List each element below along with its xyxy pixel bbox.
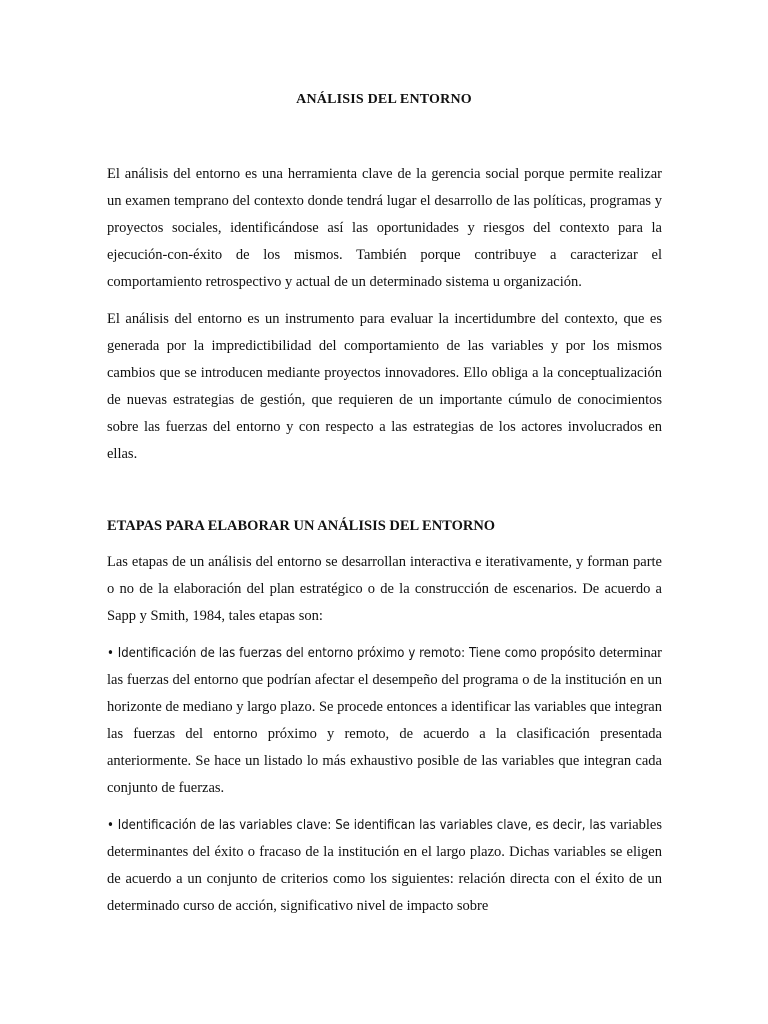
document-title: ANÁLISIS DEL ENTORNO xyxy=(296,92,472,107)
section-heading: ETAPAS PARA ELABORAR UN ANÁLISIS DEL ENTORNO xyxy=(107,518,496,534)
bullet-lead-forces: • Identificación de las fuerzas del entorno próximo y remoto: Tiene como propósito xyxy=(107,646,596,661)
paragraph-uncertainty: El análisis del entorno es un instrumento para evaluar la incertidumbre del contexto, que es generada por la impredictibilidad del comportamiento de las variables y por los mismos cambios que se introducen mediante proyectos innovadores. Ello obliga a la conceptualización de nuevas estrategias de gestión, que requieren de un importante cúmulo de conocimientos sobre las fuerzas del entorno y con respecto a las estrategias de los actores involucrados en ellas. xyxy=(107,311,662,462)
paragraph-intro: El análisis del entorno es una herramienta clave de la gerencia social porque permite realizar un examen temprano del contexto donde tendrá lugar el desarrollo de las políticas, programas y proyectos sociales, identificándose así las oportunidades y riesgos del contexto para la ejecución-con-éxito de los mismos. También porque contribuye a caracterizar el comportamiento retrospectivo y actual de un determinado sistema u organización. xyxy=(107,166,662,290)
bullet-item-forces xyxy=(107,640,662,802)
bullet-lead-key-variables: • Identificación de las variables clave: Se identifican las variables clave, es decir, las xyxy=(107,818,606,833)
bullet-body-key-variables: variables determinantes del éxito o fracaso de la institución en el largo plazo. Dichas variables se eligen de acuerdo a un conjunto de criterios como los siguientes: relación directa con el éxito de un determinado curso de acción, significativo nivel de impacto sobre xyxy=(107,817,662,914)
bullet-body-forces: determinar las fuerzas del entorno que podrían afectar el desempeño del programa o de la institución en un horizonte de mediano y largo plazo. Se procede entonces a identificar las variables que integran las fuerzas del entorno próximo y remoto, de acuerdo a la clasificación presentada anteriormente. Se hace un listado lo más exhaustivo posible de las variables que integran cada conjunto de fuerzas. xyxy=(107,645,663,796)
bullet-item-key-variables xyxy=(107,812,662,920)
paragraph-stages-intro: Las etapas de un análisis del entorno se desarrollan interactiva e iterativamente, y forman parte o no de la elaboración del plan estratégico o de la construcción de escenarios. De acuerdo a Sapp y Smith, 1984, tales etapas son: xyxy=(107,554,662,624)
